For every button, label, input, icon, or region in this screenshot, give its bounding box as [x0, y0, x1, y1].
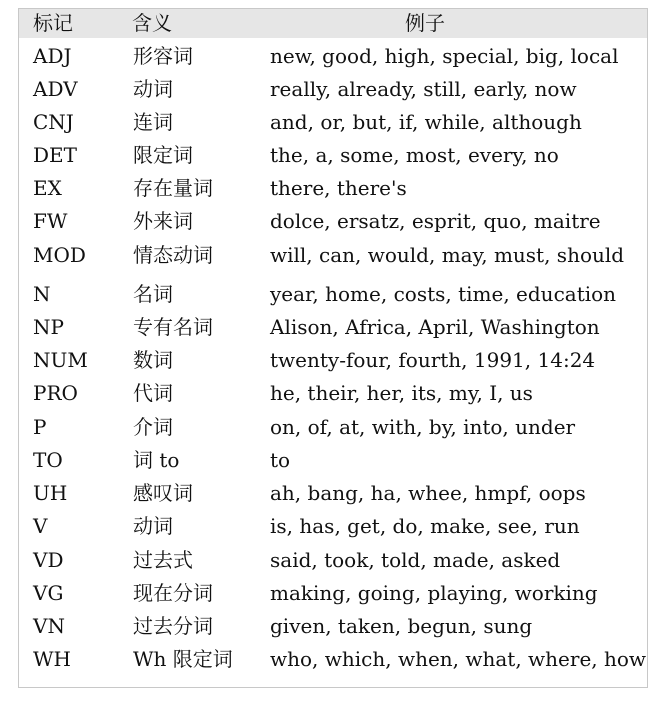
examples-cell: ah, bang, ha, whee, hmpf, oops [270, 481, 586, 505]
tag-cell: MOD [33, 243, 86, 267]
tag-cell: VN [33, 614, 65, 638]
tag-cell: P [33, 415, 47, 439]
tag-cell: CNJ [33, 110, 74, 134]
meaning-cell: 动词 [133, 514, 173, 538]
meaning-cell: 存在量词 [133, 176, 213, 200]
tag-cell: ADV [33, 77, 78, 101]
meaning-cell: 代词 [133, 381, 173, 405]
examples-cell: dolce, ersatz, esprit, quo, maitre [270, 209, 601, 233]
examples-cell: really, already, still, early, now [270, 77, 577, 101]
meaning-cell: 名词 [133, 282, 173, 306]
tag-cell: NP [33, 315, 64, 339]
header-meaning: 含义 [132, 11, 172, 35]
tag-cell: NUM [33, 348, 88, 372]
meaning-cell: 专有名词 [133, 315, 213, 339]
meaning-cell: 感叹词 [133, 481, 193, 505]
examples-cell: is, has, get, do, make, see, run [270, 514, 580, 538]
meaning-cell: 动词 [133, 77, 173, 101]
examples-cell: will, can, would, may, must, should [270, 243, 625, 267]
tag-cell: DET [33, 143, 77, 167]
examples-cell: and, or, but, if, while, although [270, 110, 582, 134]
meaning-cell: 词 to [133, 448, 180, 472]
meaning-cell: 外来词 [133, 209, 193, 233]
meaning-cell: 连词 [133, 110, 173, 134]
examples-cell: making, going, playing, working [270, 581, 598, 605]
meaning-cell: 介词 [133, 415, 173, 439]
tag-cell: ADJ [33, 44, 72, 68]
meaning-cell: 现在分词 [133, 581, 213, 605]
examples-cell: he, their, her, its, my, I, us [270, 381, 533, 405]
tag-cell: EX [33, 176, 62, 200]
header-tag: 标记 [33, 11, 73, 35]
examples-cell: given, taken, begun, sung [270, 614, 533, 638]
meaning-cell: 情态动词 [133, 243, 213, 267]
meaning-cell: 限定词 [133, 143, 193, 167]
examples-cell: new, good, high, special, big, local [270, 44, 619, 68]
meaning-cell: 过去式 [133, 548, 193, 572]
examples-cell: year, home, costs, time, education [270, 282, 617, 306]
examples-cell: twenty-four, fourth, 1991, 14:24 [270, 348, 596, 372]
examples-cell: said, took, told, made, asked [270, 548, 561, 572]
tag-cell: VD [33, 548, 64, 572]
examples-cell: who, which, when, what, where, how [270, 647, 647, 671]
meaning-cell: 过去分词 [133, 614, 213, 638]
table-header [19, 9, 647, 38]
meaning-cell: 形容词 [133, 44, 193, 68]
examples-cell: the, a, some, most, every, no [270, 143, 559, 167]
meaning-cell: 数词 [133, 348, 173, 372]
tag-cell: FW [33, 209, 68, 233]
tag-cell: VG [33, 581, 64, 605]
examples-cell: on, of, at, with, by, into, under [270, 415, 576, 439]
header-examples: 例子 [405, 11, 445, 35]
tag-cell: TO [33, 448, 63, 472]
tag-cell: PRO [33, 381, 78, 405]
examples-cell: to [270, 448, 291, 472]
examples-cell: Alison, Africa, April, Washington [270, 315, 600, 339]
tag-cell: N [33, 282, 51, 306]
tag-cell: UH [33, 481, 68, 505]
tag-cell: WH [33, 647, 71, 671]
examples-cell: there, there's [270, 176, 407, 200]
tag-cell: V [33, 514, 48, 538]
meaning-cell: Wh 限定词 [133, 647, 233, 671]
